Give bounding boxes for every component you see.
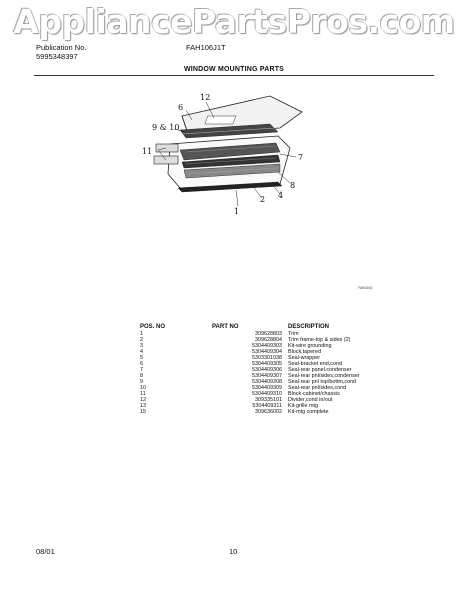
description-cell: Seal-rear panel,condenser [288, 367, 352, 373]
part-no-cell: 5304409311 [252, 403, 282, 409]
title-rule [34, 75, 434, 76]
description-cell: Seal-rear pnl/sides,cond [288, 385, 347, 391]
watermark-logo: AppliancePartsPros.com [13, 2, 455, 41]
table-row [140, 409, 408, 415]
callout-6: 6 [178, 103, 184, 112]
description-cell: Trim [288, 331, 299, 337]
description-cell: Kit-mtg complete [288, 409, 329, 415]
part-no-cell: 309636002 [255, 409, 282, 415]
part-no-cell: 5304409310 [252, 391, 282, 397]
callout-2: 2 [260, 195, 266, 204]
callout-11: 11 [142, 147, 153, 156]
pos-no-cell: 11 [140, 391, 146, 397]
pos-no-cell: 1 [140, 331, 143, 337]
part-no-cell: 5303301038 [252, 355, 282, 361]
pos-no-cell: 12 [140, 397, 146, 403]
pos-no-cell: 13 [140, 403, 146, 409]
part-no-cell: 309628804 [255, 337, 282, 343]
publication-number: 5995348397 [36, 52, 78, 61]
pos-no-cell: 10 [140, 385, 146, 391]
callout-8: 8 [290, 181, 296, 190]
description-cell: Kit-grille mtg [288, 403, 318, 409]
description-cell: Block-cabinet/chassis [288, 391, 340, 397]
pos-no-cell: 4 [140, 349, 143, 355]
footer-date: 08/01 [36, 547, 55, 556]
pos-no-cell: 3 [140, 343, 143, 349]
page-title: WINDOW MOUNTING PARTS [183, 66, 285, 73]
footer-page-number: 10 [229, 547, 238, 556]
header-description: DESCRIPTION [288, 324, 330, 330]
part-no-cell: 5304409304 [252, 349, 282, 355]
description-cell: Trim frame-top & sides (2) [288, 337, 351, 343]
parts-table-body [140, 331, 408, 415]
model-number: FAH106J1T [186, 43, 226, 52]
exploded-parts-diagram [130, 88, 330, 228]
description-cell: Seal-rear pnl/sides,condenser [288, 373, 360, 379]
header-pos-no: POS. NO [140, 324, 166, 330]
part-no-cell: 5304409305 [252, 361, 282, 367]
part-no-cell: 5304409308 [252, 379, 282, 385]
part-no-cell: 5304409307 [252, 373, 282, 379]
description-cell: Block,tapered [288, 349, 321, 355]
part-no-cell: 5304409303 [252, 343, 282, 349]
pos-no-cell: 2 [140, 337, 143, 343]
part-no-cell: 5304409306 [252, 367, 282, 373]
part-no-cell: 5304409309 [252, 385, 282, 391]
pos-no-cell: 6 [140, 361, 143, 367]
callout-4: 4 [278, 191, 284, 200]
pos-no-cell: 9 [140, 379, 143, 385]
description-cell: Kit-wire grounding [288, 343, 332, 349]
description-cell: Divider,cond in/out [288, 397, 333, 403]
pos-no-cell: 15 [140, 409, 146, 415]
diagram-code: FAB0160 [358, 286, 373, 290]
callout-1: 1 [234, 207, 240, 216]
parts-table-header [140, 324, 408, 331]
part-no-cell: 309335101 [255, 397, 282, 403]
callout-7: 7 [298, 153, 304, 162]
publication-label: Publication No. [36, 43, 87, 52]
callout-12: 12 [200, 93, 211, 102]
pos-no-cell: 8 [140, 373, 143, 379]
description-cell: Seal-wrapper [288, 355, 321, 361]
callout-9-10: 9 & 10 [152, 123, 180, 132]
part-no-cell: 309628803 [255, 331, 282, 337]
parts-table [140, 324, 408, 415]
header-part-no: PART NO [212, 324, 239, 330]
description-cell: Seal-rear pnl top/bottm,cond [288, 379, 357, 385]
pos-no-cell: 7 [140, 367, 143, 373]
chassis-illustration [168, 136, 290, 188]
pos-no-cell: 5 [140, 355, 143, 361]
description-cell: Seal-bracket end,cond [288, 361, 342, 367]
